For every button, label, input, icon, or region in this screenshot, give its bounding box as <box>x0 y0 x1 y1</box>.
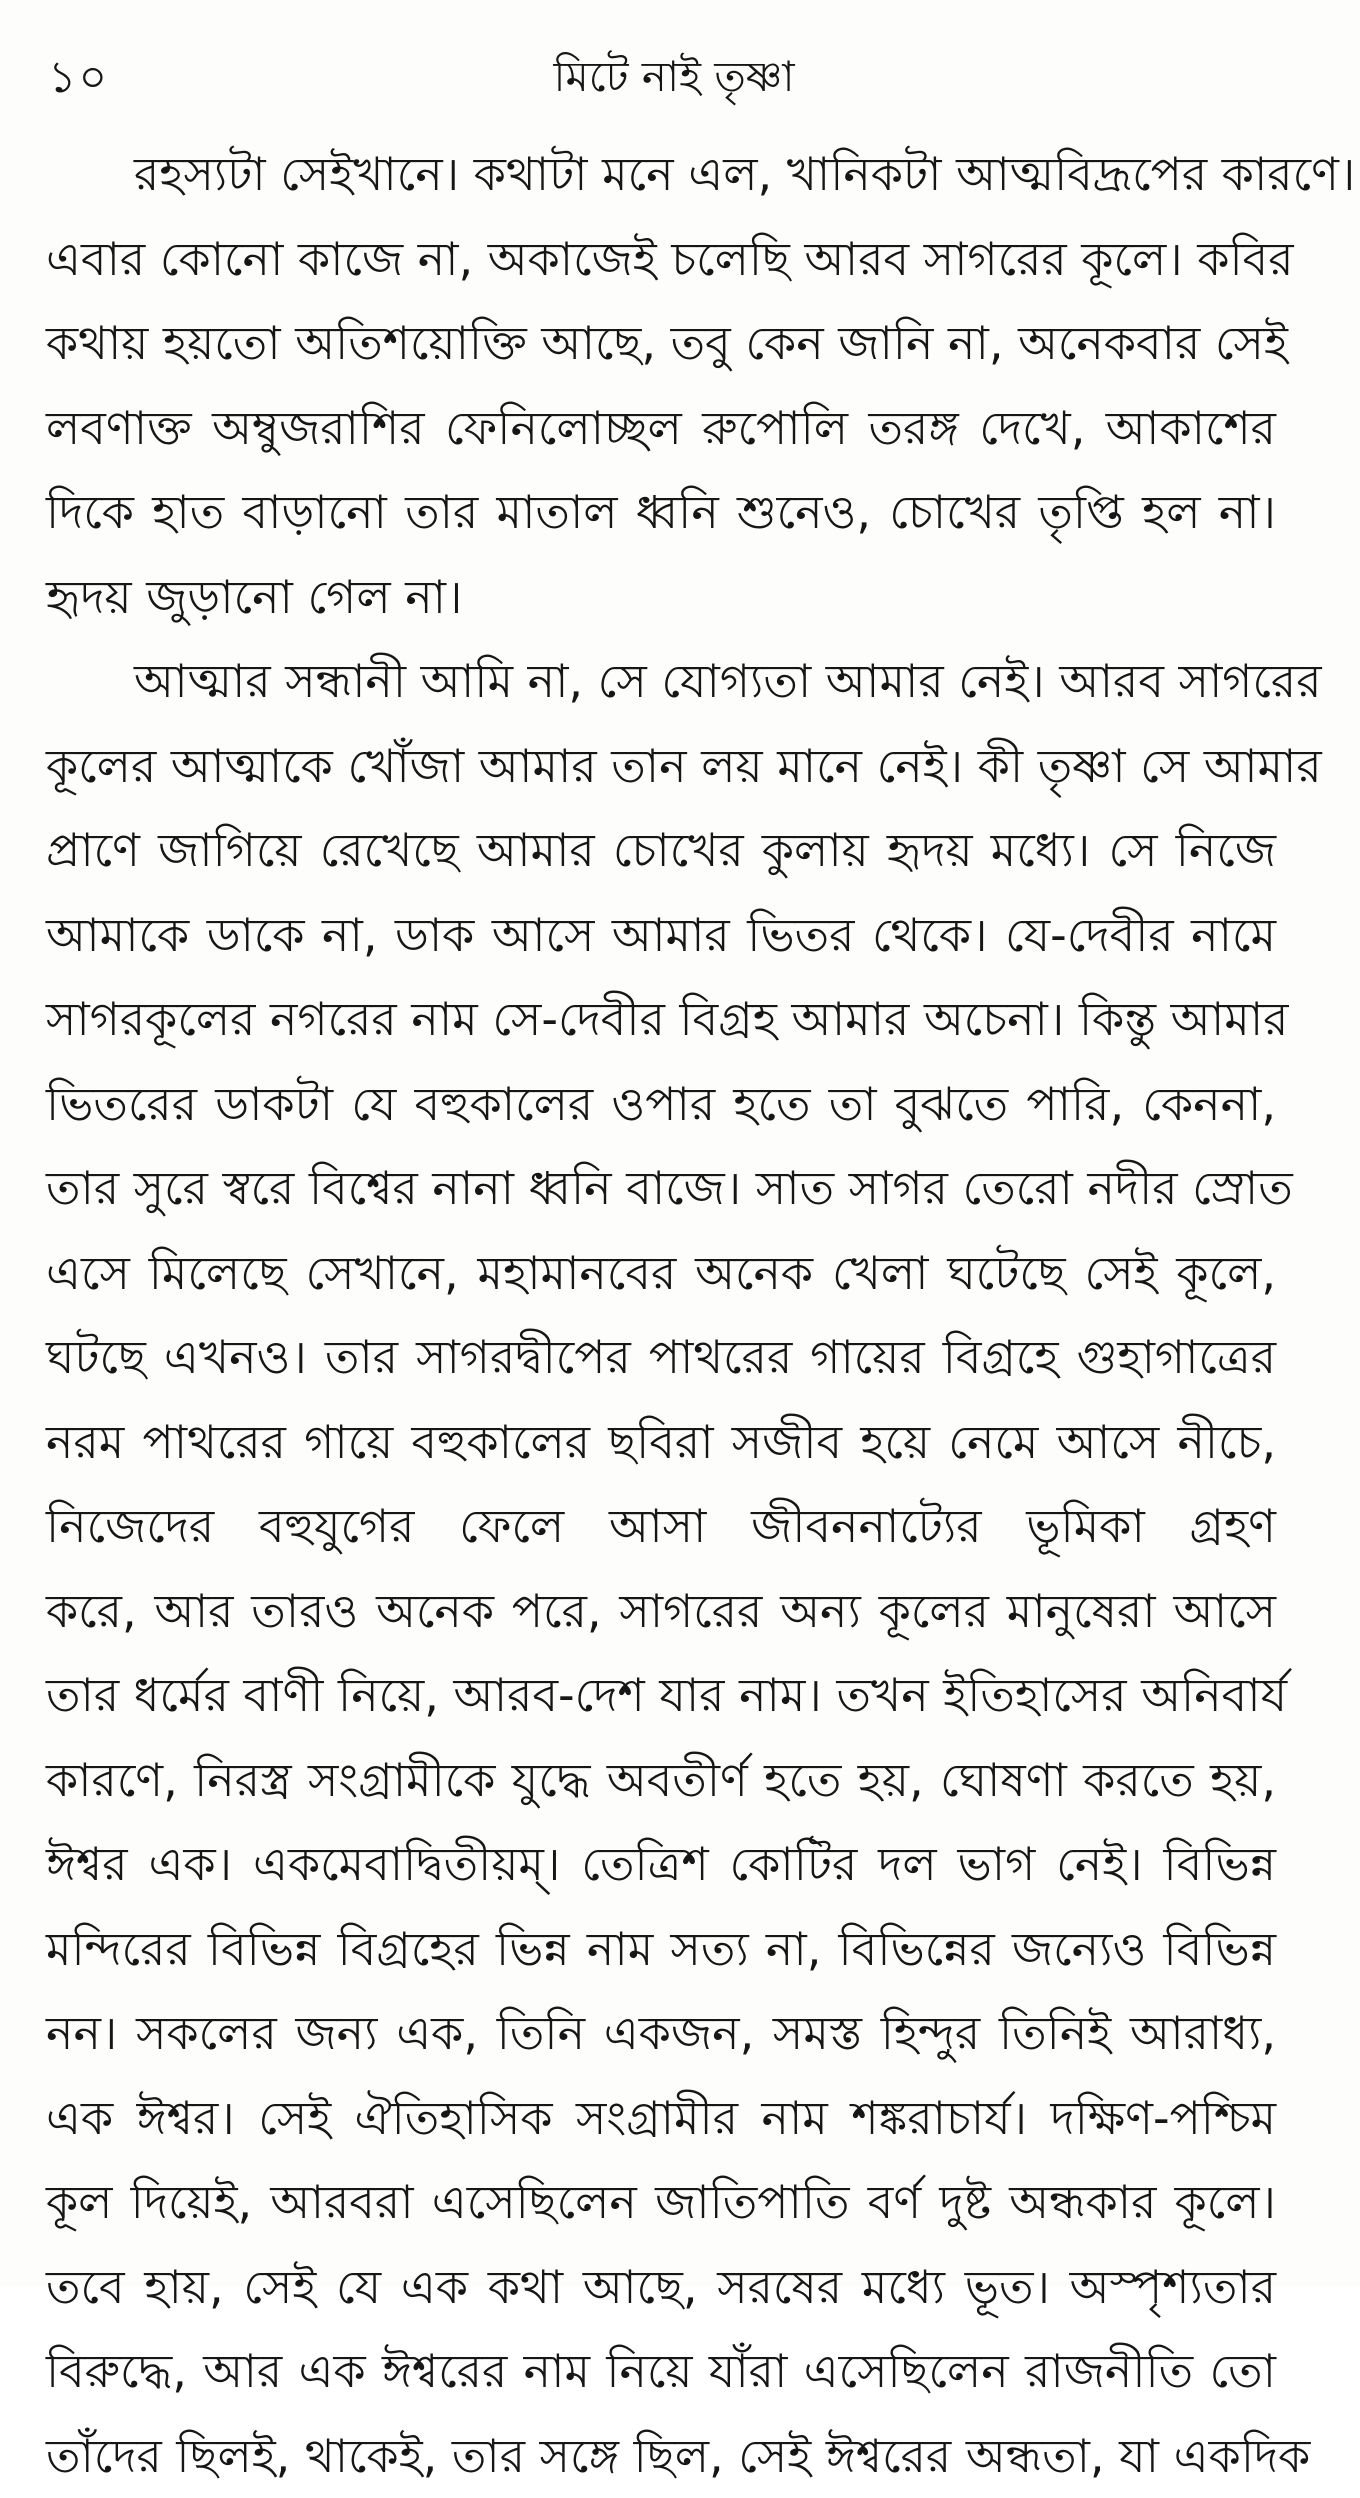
text-line: করে, আর তারও অনেক পরে, সাগরের অন্য কূলের মানুষেরা আসে <box>46 1569 1276 1654</box>
text-line: বিরুদ্ধে, আর এক ঈশ্বরের নাম নিয়ে যাঁরা এসেছিলেন রাজনীতি তো <box>46 2329 1276 2414</box>
text-line: কূল দিয়েই, আরবরা এসেছিলেন জাতিপাতি বর্ণ দুষ্ট অন্ধকার কূলে। <box>46 2160 1276 2245</box>
book-title: মিটে নাই তৃষ্ণা <box>48 44 1300 115</box>
text-line: এক ঈশ্বর। সেই ঐতিহাসিক সংগ্রামীর নাম শঙ্করাচার্য। দক্ষিণ-পশ্চিম <box>46 2076 1276 2161</box>
text-line: প্রাণে জাগিয়ে রেখেছে আমার চোখের কুলায় হৃদয় মধ্যে। সে নিজে <box>46 808 1276 893</box>
text-line: আমাকে ডাকে না, ডাক আসে আমার ভিতর থেকে। যে-দেবীর নামে <box>46 893 1276 978</box>
text-line: সাগরকূলের নগরের নাম সে-দেবীর বিগ্রহ আমার অচেনা। কিন্তু আমার <box>46 977 1276 1062</box>
text-line: নরম পাথরের গায়ে বহুকালের ছবিরা সজীব হয়ে নেমে আসে নীচে, <box>46 1400 1276 1485</box>
text-line: এসে মিলেছে সেখানে, মহামানবের অনেক খেলা ঘটেছে সেই কূলে, <box>46 1231 1276 1316</box>
text-line: তাঁদের ছিলই, থাকেই, তার সঙ্গে ছিল, সেই ঈশ্বরের অন্ধতা, যা একদিক <box>46 2414 1276 2498</box>
text-line: ঘটছে এখনও। তার সাগরদ্বীপের পাথরের গায়ের বিগ্রহে গুহাগাত্রের <box>46 1315 1276 1400</box>
text-line: কারণে, নিরস্ত্র সংগ্রামীকে যুদ্ধে অবতীর্ণ হতে হয়, ঘোষণা করতে হয়, <box>46 1738 1276 1823</box>
text-line: ঈশ্বর এক। একমেবাদ্বিতীয়ম্। তেত্রিশ কোটির দল ভাগ নেই। বিভিন্ন <box>46 1822 1276 1907</box>
page-number: ১০ <box>48 44 109 117</box>
text-line: কূলের আত্মাকে খোঁজা আমার তান লয় মানে নেই। কী তৃষ্ণা সে আমার <box>46 724 1276 809</box>
text-line: তার ধর্মের বাণী নিয়ে, আরব-দেশ যার নাম। তখন ইতিহাসের অনিবার্য <box>46 1653 1276 1738</box>
text-line: নন। সকলের জন্য এক, তিনি একজন, সমস্ত হিন্দুর তিনিই আরাধ্য, <box>46 1991 1276 2076</box>
paragraph-end-line: হৃদয় জুড়ানো গেল না। <box>46 555 1276 640</box>
text-line: মন্দিরের বিভিন্ন বিগ্রহের ভিন্ন নাম সত্য না, বিভিন্নের জন্যেও বিভিন্ন <box>46 1907 1276 1992</box>
running-header <box>48 38 1300 108</box>
text-line: তবে হায়, সেই যে এক কথা আছে, সরষের মধ্যে ভূত। অস্পৃশ্যতার <box>46 2245 1276 2330</box>
text-line: নিজেদের বহুযুগের ফেলে আসা জীবননাট্যের ভূমিকা গ্রহণ <box>46 1484 1276 1569</box>
text-line: কথায় হয়তো অতিশয়োক্তি আছে, তবু কেন জানি না, অনেকবার সেই <box>46 301 1276 386</box>
text-line: দিকে হাত বাড়ানো তার মাতাল ধ্বনি শুনেও, চোখের তৃপ্তি হল না। <box>46 470 1276 555</box>
text-line: রহস্যটা সেইখানে। কথাটা মনে এল, খানিকটা আত্মবিদ্রূপের কারণে। <box>46 132 1276 217</box>
body-text <box>46 132 1276 2498</box>
text-line: এবার কোনো কাজে না, অকাজেই চলেছি আরব সাগরের কূলে। কবির <box>46 217 1276 302</box>
text-line: ভিতরের ডাকটা যে বহুকালের ওপার হতে তা বুঝতে পারি, কেননা, <box>46 1062 1276 1147</box>
text-line: তার সুরে স্বরে বিশ্বের নানা ধ্বনি বাজে। সাত সাগর তেরো নদীর স্রোত <box>46 1146 1276 1231</box>
paragraph-start-line: আত্মার সন্ধানী আমি না, সে যোগ্যতা আমার নেই। আরব সাগরের <box>46 639 1276 724</box>
text-line: লবণাক্ত অম্বুজরাশির ফেনিলোচ্ছল রুপোলি তরঙ্গ দেখে, আকাশের <box>46 386 1276 471</box>
